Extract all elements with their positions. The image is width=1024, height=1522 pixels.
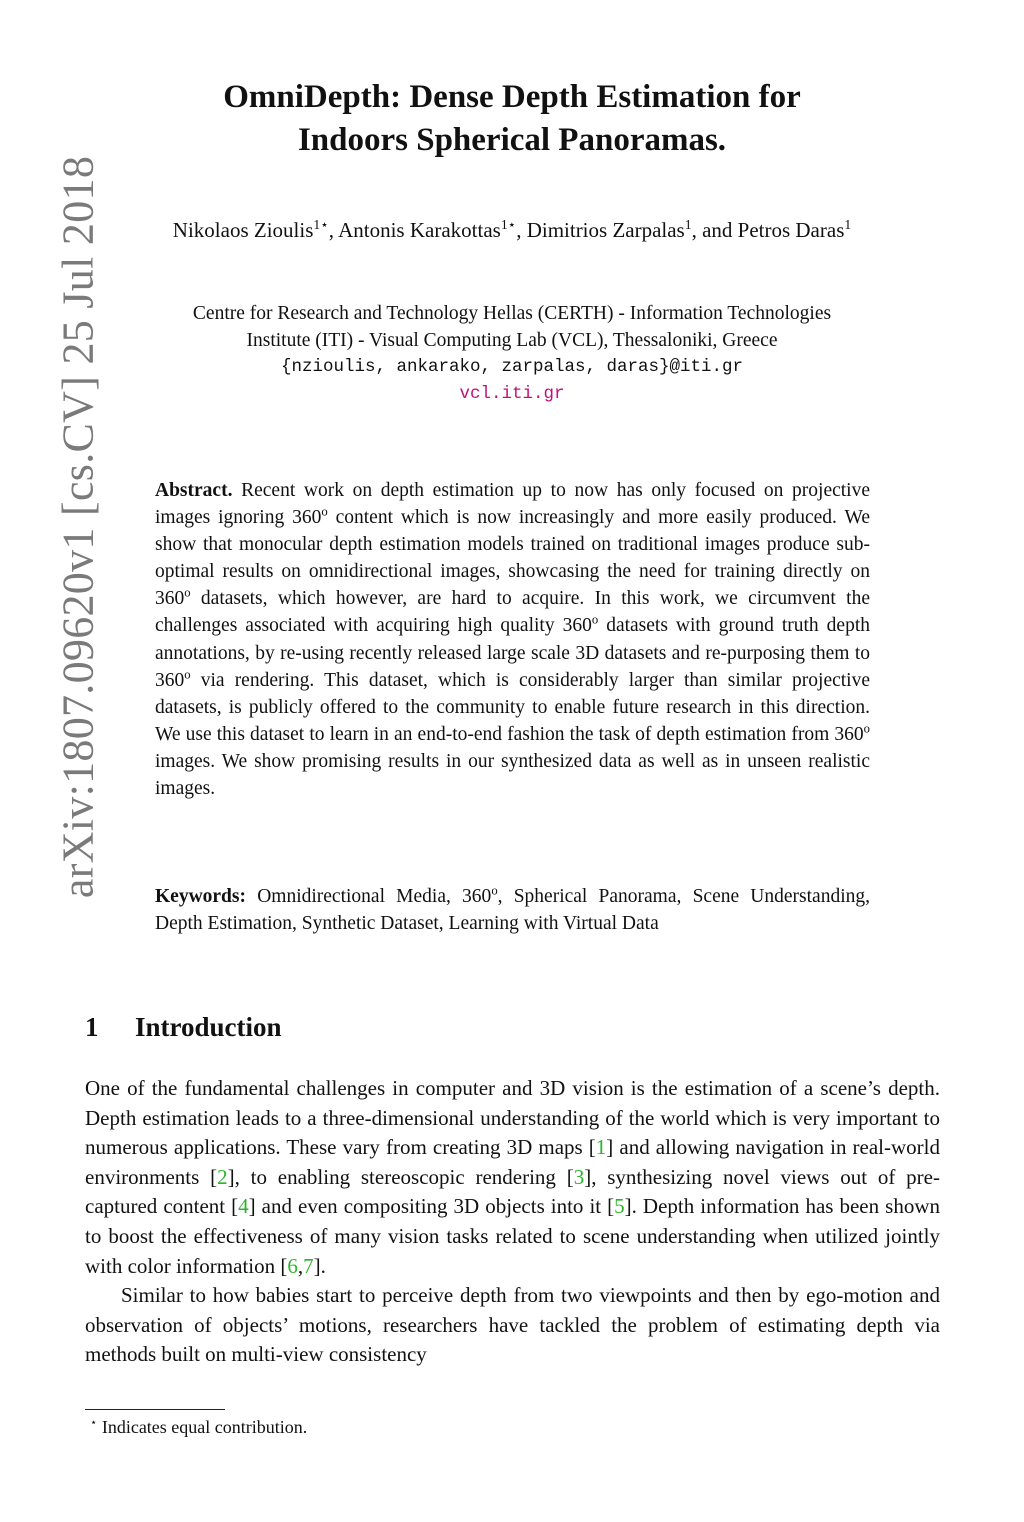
citation-link[interactable]: 6 (287, 1253, 298, 1278)
footnote-rule (85, 1409, 225, 1410)
section-heading (85, 1012, 282, 1043)
affiliation-line-1: Centre for Research and Technology Hellas (CERTH) - Information Technologies (192, 303, 832, 324)
citation-link[interactable]: 5 (614, 1194, 625, 1219)
lab-website-link[interactable]: vcl.iti.gr (459, 384, 565, 404)
arxiv-identifier: arXiv:1807.09620v1 [cs.CV] 25 Jul 2018 (53, 155, 103, 899)
keywords: Keywords: Omnidirectional Media, 360$^o$, Spherical Panorama, Scene Understanding, Depth Estimation, Synthetic Dataset, Learning with Virtual Data (155, 883, 870, 935)
author-name: Antonis Karakottas (338, 218, 501, 242)
author-name: Nikolaos Zioulis (172, 218, 314, 242)
paper-title (60, 76, 964, 162)
author-mark: 1 (684, 217, 692, 232)
introduction-body (85, 1074, 940, 1370)
author-mark: 1 (844, 217, 852, 232)
citation-link[interactable]: 3 (573, 1164, 585, 1189)
author-mark: 1⋆ (313, 217, 329, 232)
abstract-label: Abstract. (155, 480, 233, 501)
section-title: Introduction (135, 1012, 282, 1042)
citation-link[interactable]: 1 (595, 1135, 607, 1160)
footnote: ⋆ Indicates equal contribution. (90, 1416, 308, 1437)
paragraph: Similar to how babies start to perceive depth from two viewpoints and then by ego-motion and observation of objects’ motions, researchers have tackled the problem of estimating depth via methods built on multi-view consistency (85, 1283, 940, 1367)
citation-link[interactable]: 7 (303, 1253, 314, 1278)
author-list: Nikolaos Zioulis$^{1⋆}$, Antonis Karakottas$^{1⋆}$, Dimitrios Zarpalas$^1$, and Petros Daras$^1$ (172, 217, 852, 242)
abstract: Abstract. Recent work on depth estimation up to now has only focused on projective images ignoring 360$^o$ content which is now increasingly and more easily produced. We show that monocular depth estimation models trained on traditional images produce sub-optimal results on omnidirectional images, showcasing the need for training directly on 360$^o$ datasets, which however, are hard to acquire. In this work, we circumvent the challenges associated with acquiring high quality 360$^o$ datasets with ground truth depth annotations, by re-using recently released large scale 3D datasets and re-purposing them to 360$^o$ via rendering. This dataset, which is considerably larger than similar projective datasets, is publicly offered to the community to enable future research in this direction. We use this dataset to learn in an end-to-end fashion the task of depth estimation from 360$^o$ images. We show promising results in our synthesized data as well as in unseen realistic images. (155, 480, 871, 800)
author-emails: {nzioulis, ankarako, zarpalas, daras}@iti.gr (280, 357, 744, 377)
affiliation (90, 300, 934, 408)
author-name: Dimitrios Zarpalas (526, 218, 685, 242)
citation-link[interactable]: 2 (217, 1164, 228, 1189)
title-line-1: OmniDepth: Dense Depth Estimation for (223, 79, 801, 115)
author-mark: 1⋆ (500, 217, 517, 232)
affiliation-line-2: Institute (ITI) - Visual Computing Lab (VCL), Thessaloniki, Greece (246, 330, 778, 351)
citation-link[interactable]: 4 (238, 1194, 249, 1219)
paragraph: One of the fundamental challenges in computer and 3D vision is the estimation of a scene’s depth. Depth estimation leads to a three-dimensional understanding of the world which is very important to numerous applications. These vary from creating 3D maps [1] and allowing navigation in real-world environments [2], to enabling stereoscopic rendering [3], synthesizing novel views out of pre-captured content [4] and even compositing 3D objects into it [5]. Depth information has been shown to boost the effectiveness of many vision tasks related to scene understanding when utilized jointly with color information [6,7]. (85, 1076, 940, 1278)
section-number: 1 (85, 1012, 99, 1042)
footnote-mark: ⋆ (90, 1416, 98, 1429)
author-name: Petros Daras (737, 218, 845, 242)
keywords-label: Keywords: (155, 886, 246, 907)
title-line-2: Indoors Spherical Panoramas. (297, 122, 727, 158)
